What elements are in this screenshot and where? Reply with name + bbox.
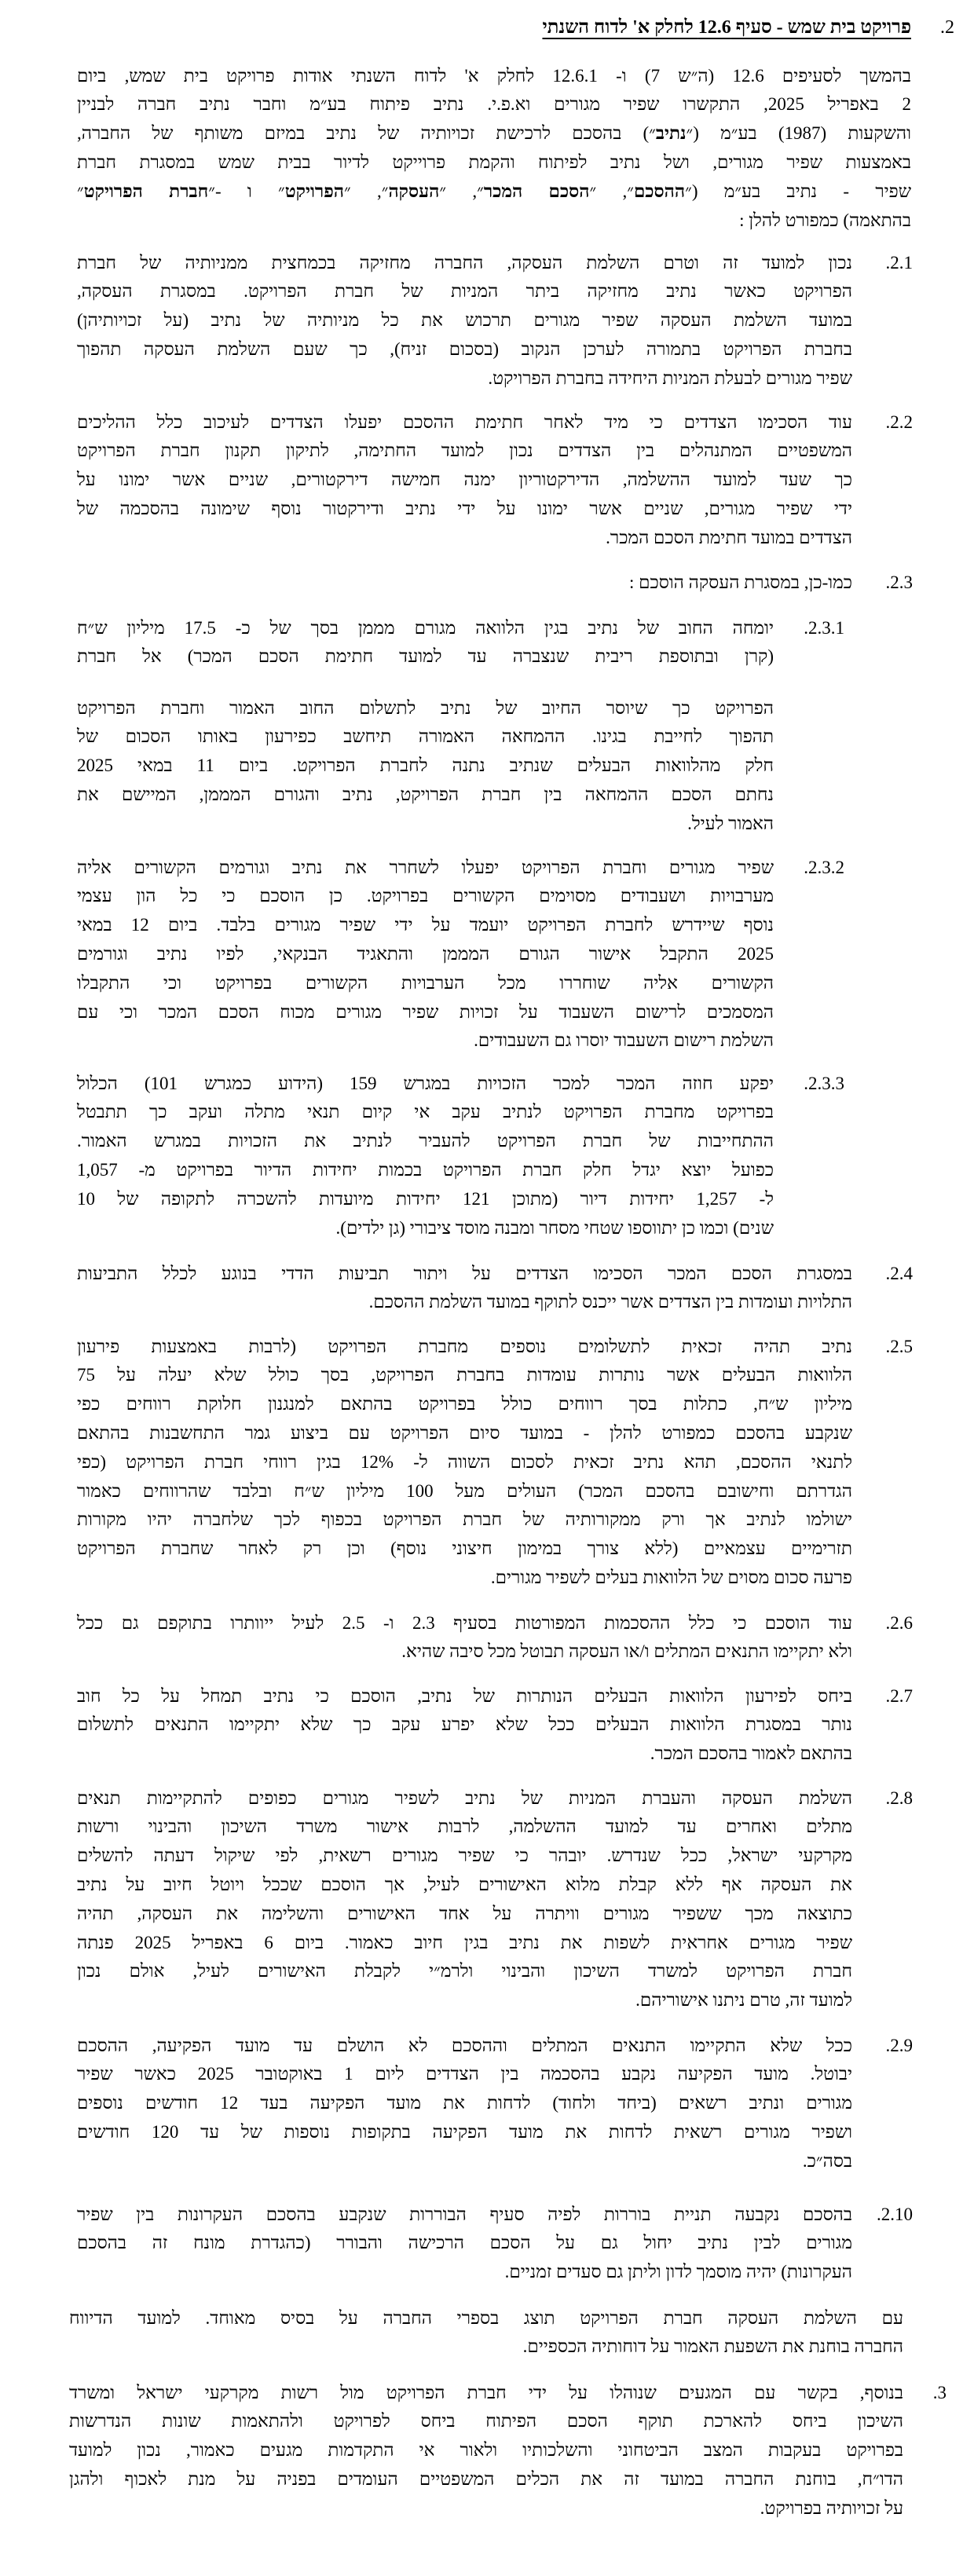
item-number: 2.10.	[877, 2204, 913, 2224]
text-line: ל- 1,257 יחידות דיור (מתוכן 121 יחידות מיועדות להשכרה לתקופה של 10	[77, 1188, 774, 1209]
text-line: ולא יתקיימו התנאים המתלים ו/או העסקה תבוטל מכל סיבה שהיא.	[401, 1641, 852, 1662]
text-line: עוד הוסכם כי כלל ההסכמות המפורטות בסעיף 2.3 ו- 2.5 לעיל ייוותרו בתוקפם גם ככל	[77, 1612, 852, 1633]
text-line: בהתאמה) כמפורט להלן :	[739, 210, 911, 230]
paragraph	[77, 408, 852, 553]
text-line: נוסף שיידרש לחברת הפרויקט יועמד על ידי שפיר מגורים בלבד. ביום 12 במאי	[77, 915, 774, 935]
text-line	[77, 119, 911, 148]
paragraph	[77, 614, 774, 672]
paragraph	[77, 249, 852, 393]
paragraph	[69, 2304, 903, 2362]
paragraph	[77, 1260, 852, 1318]
text-line: 2 באפריל 2025, התקשרו שפיר מגורים וא.פ.י. נתיב פיתוח בע״מ וחבר נתיב חברה לבניין	[77, 94, 912, 115]
item-number: 2.3.	[885, 572, 913, 592]
text-line: יומחה החוב של נתיב בגין הלוואה מגורם מממן בסך של כ- 17.5 מיליון ש״ח	[77, 617, 774, 638]
text-line: החברה בוחנת את השפעת האמור על דוחותיה הכספיים.	[522, 2336, 903, 2357]
text-line: ושפיר מגורים רשאית לדחות את מועד הפקיעה בתקופות נוספות של עד 120 חודשים	[77, 2121, 852, 2142]
text-line: ידי שפיר מגורים, שניים אשר ימונו על ידי נתיב ודירקטור נוסף שימונה בהסכמה של	[77, 498, 852, 518]
text-segment: והשקעות (1987) בע״מ (״	[686, 123, 911, 144]
defined-term: הפרויקט	[284, 181, 344, 201]
text-line: השיכון ביחס להארכת תוקף הסכם הפיתוח ביחס לפרויקט ולהתאמות שונות הנדרשות	[69, 2411, 903, 2431]
paragraph	[77, 1333, 852, 1593]
section-title: פרויקט בית שמש - סעיף 12.6 לחלק א' לדוח השנתי	[542, 17, 911, 38]
text-line: השלמת רישום השעבוד יוסרו גם השעבודים.	[474, 1030, 774, 1051]
text-line: שפיר מגורים אחראית לשפות את נתיב בגין חיוב כאמור. ביום 6 באפריל 2025 פנתה	[77, 1932, 852, 1952]
item-number: 2.9.	[885, 2035, 913, 2055]
text-line: מתלים ואחרים עד למועד ההשלמה, לרבות אישור משרד השיכון והבינוי ורשות	[77, 1817, 852, 1837]
paragraph	[77, 2032, 852, 2176]
text-line: מגורים לבין נתיב יחול גם על הסכם הרכישה והבורר (כהגדרת מונח זה בהסכם	[77, 2233, 852, 2253]
text-line: תזרימיים עצמאיים (ללא צורך במימון חיצוני נוסף) וכן רק לאחר שחברת הפרויקט	[77, 1539, 852, 1559]
defined-term: הסכם המכר	[483, 181, 590, 201]
text-segment: ״	[77, 181, 84, 201]
text-line: הפרויקט כאשר נתיב מחזיקה ביתר המניות של חברת הפרויקט. במסגרת העסקה,	[77, 281, 852, 302]
text-line: בחברת הפרויקט בתמורה לערכן הנקוב (בסכום זניח), כך שעם השלמת העסקה תהפוך	[77, 338, 852, 359]
text-line: עם השלמת העסקה חברת הפרויקט תוצג בספרי החברה על בסיס מאוחד. למועד הדיווח	[69, 2307, 903, 2328]
text-line: חלק מהלוואות הבעלים שנתיב נתנה לחברת הפרויקט. ביום 11 במאי 2025	[77, 756, 774, 776]
text-segment: ״ ו -״	[208, 181, 285, 201]
text-line: הפרויקט כך שיוסר החיוב של נתיב לתשלום החוב האמור וחברת הפרויקט	[77, 697, 774, 718]
text-line: שנקבע בהסכם כמפורט להלן - במועד סיום הפרויקט עם ביצוע גמר התחשבנות בהתאם	[77, 1422, 852, 1443]
text-line: בפרויקט מחברת הפרויקט לנתיב עקב אי קיום תנאי מתלה ועקב כך תתבטל	[77, 1102, 774, 1122]
item-number: 2.1.	[885, 252, 913, 273]
text-line: את העסקה אף ללא קבלת מלוא האישורים לעיל, אך הוסכם שככל ויוטל חיוב על נתיב	[77, 1874, 852, 1894]
item-number: 2.3.3.	[804, 1073, 844, 1093]
text-segment: שפיר - נתיב בע״מ (״	[685, 181, 912, 201]
text-line: בהסכם נקבעה תניית בוררות לפיה סעיף הבוררות שנקבע בהסכם העקרונות בין שפיר	[77, 2204, 852, 2224]
text-line: מיליון ש״ח, כתלות בסך רווחים כולל בפרויקט בהתאם למנגנון חלוקת רווחים כפי	[77, 1394, 852, 1414]
item-number: 2.2.	[885, 412, 913, 432]
text-line: באמצעות שפיר מגורים, ושל נתיב לפיתוח והקמת פרוייקט לדיור בבית שמש במסגרת חברת	[77, 152, 911, 172]
text-line: בנוסף, בקשר עם המגעים שנוהלו על ידי חברת הפרויקט מול רשות מקרקעי ישראל ומשרד	[69, 2382, 903, 2402]
text-line: המשפטיים המתנהלים בין הצדדים נכון למועד החתימה, לתיקון תקנון חברת הפרויקט	[77, 441, 852, 461]
text-line: בפרויקט בעקבות המצב הביטחוני והשלכותיו ולאור אי התקדמות מגעים כאמור, נכון למועד	[69, 2440, 903, 2461]
defined-term: ההסכם	[633, 181, 686, 201]
text-line: בסה״כ.	[802, 2150, 852, 2171]
text-line: לתנאי ההסכם, תהא נתיב זכאית לסכום השווה ל- 12% בגין רווחי חברת הפרויקט (כפי	[77, 1451, 852, 1472]
text-segment: ״) בהסכם לרכישת זכויותיה של נתיב במיזם משותף של החברה,	[77, 123, 656, 144]
text-line: ככל שלא התקיימו התנאים המתלים וההסכם לא הושלם עד מועד הפקיעה, ההסכם	[77, 2035, 852, 2055]
text-line: בהתאם לאמור בהסכם המכר.	[650, 1744, 852, 1764]
text-segment: ״, ״	[439, 181, 484, 201]
item-number: 2.4.	[885, 1263, 913, 1283]
paragraph	[77, 2201, 852, 2287]
text-line: נותר במסגרת הלוואות הבעלים ככל שלא יפרע עקב כך שלא יתקיימו התנאים לתשלום	[77, 1714, 852, 1735]
item-number: 2.7.	[885, 1685, 913, 1706]
paragraph	[77, 1070, 774, 1243]
text-line: כמו-כן, במסגרת העסקה הוסכם :	[628, 572, 852, 592]
paragraph	[77, 1682, 852, 1769]
text-line: כך שעד למועד ההשלמה, הדירקטוריון ימנה חמישה דירקטורים, שניים אשר ימונו על	[77, 470, 852, 490]
text-line: השלמת העסקה והעברת המניות של נתיב לשפיר מגורים כפופים להתקיימות תנאים	[77, 1787, 852, 1808]
item-number: 3.	[932, 2382, 947, 2402]
text-line: שפיר מגורים לבעלת המניות היחידה בחברת הפרויקט.	[488, 368, 852, 388]
text-line: נכון למועד זה וטרם השלמת העסקה, החברה מחזיקה בכמחצית ממניותיה של חברת	[77, 252, 852, 273]
item-number: 2.3.2.	[804, 857, 844, 877]
defined-term: נתיב	[655, 123, 687, 144]
paragraph	[77, 854, 774, 1056]
text-line: 2025 התקבל אישור הגורם המממן והתאגיד הבנקאי, לפיו נתיב וגורמים	[77, 943, 774, 964]
text-segment: ״, ״	[589, 181, 634, 201]
text-line: פרעה סכום מסוים של הלוואות בעלים לשפיר מגורים.	[490, 1567, 852, 1587]
text-line: במועד השלמת העסקה שפיר מגורים תרכוש את כל מניותיה של נתיב (על זכויותיהן)	[77, 310, 852, 331]
text-line: הגדרתם וחישובם בהסכם המכר) העולים מעל 100 מיליון ש״ח ובלבד שהרווחים כאמור	[77, 1480, 852, 1501]
text-line: הצדדים במועד חתימת הסכם המכר.	[606, 527, 852, 547]
text-line: נתיב תהיה זכאית לתשלומים נוספים מחברת הפרויקט (לרבות באמצעות פירעון	[77, 1336, 852, 1356]
text-segment: ״, ״	[343, 181, 389, 201]
item-number: 2.8.	[885, 1787, 913, 1808]
item-number: 2.5.	[885, 1336, 913, 1356]
text-line: מגורים ונתיב רשאים (ביחד ולחוד) לדחות את מועד הפקיעה בעד 12 חודשים נוספים	[77, 2093, 853, 2113]
paragraph	[77, 1784, 852, 2015]
paragraph	[77, 62, 911, 236]
item-number: 2.3.1.	[804, 617, 844, 638]
text-line: הקשורים אליה שוחררו מכל הערבויות הקשורים בפרויקט וכי התקבלו	[77, 972, 774, 993]
item-number: 2.6.	[885, 1612, 913, 1633]
text-line: בהמשך לסעיפים 12.6 (ה״ש 7) ו- 12.6.1 לחלק א' לדוח השנתי אודות פרויקט בית שמש, ביום	[77, 65, 911, 86]
text-line: מערבויות ושעבודים מסוימים הקשורים בפרויקט. כן הוסכם כי כל הון עצמי	[77, 886, 774, 906]
text-line: ההתחייבות של חברת הפרויקט להעביר לנתיב את הזכויות במגרש האמור.	[77, 1131, 774, 1151]
text-line: יפקע חוזה המכר למכר הזכויות במגרש 159 (הידוע כמגרש 101) הכלול	[77, 1073, 774, 1093]
paragraph	[77, 569, 852, 598]
text-line: חברת הפרויקט למשרד השיכון והבינוי ולרמ״י לקבלת האישורים לעיל, אולם נכון	[77, 1961, 852, 1981]
paragraph	[69, 2379, 903, 2523]
text-line: העקרונות) יהיה מוסמך לדון וליתן גם סעדים זמניים.	[504, 2262, 852, 2282]
text-line: האמור לעיל.	[687, 813, 774, 833]
paragraph	[77, 1609, 852, 1667]
text-line: יבוטל. מועד הפקיעה נקבע בהסכמה בין הצדדים ליום 1 באוקטובר 2025 כאשר שפיר	[77, 2064, 852, 2084]
text-line: נחתם הסכם ההמחאה בין חברת הפרויקט, נתיב והגורם המממן, המיישם את	[77, 784, 774, 804]
text-line: עוד הסכימו הצדדים כי מיד לאחר חתימת ההסכם יפעלו הצדדים לעיכוב כלל ההליכים	[77, 412, 852, 432]
text-line: שנים) וכמו כן יתווספו שטחי מסחר ומבנה מוסד ציבורי (גן ילדים).	[335, 1217, 774, 1238]
text-line: הדו״ח, בוחנת החברה במועד זה את הכלים המשפטיים העומדים בפניה על מנת לאכוף ולהגן	[69, 2468, 903, 2489]
text-line: התלויות ועומדות בין הצדדים אשר ייכנס לתוקף במועד השלמת ההסכם.	[368, 1292, 852, 1312]
text-line: במסגרת הסכם המכר הסכימו הצדדים על ויתור תביעות הדדי בנוגע לכלל התביעות	[77, 1263, 852, 1283]
text-line: תהפוך לחייבת בגינו. ההמחאה האמורה תיחשב כפירעון באותו הסכום של	[77, 726, 774, 747]
text-line: (קרן ובתוספת ריבית שנצברה עד למועד חתימת הסכם המכר) אל חברת	[77, 646, 774, 667]
text-line: כפועל יוצא יגדל חלק חברת הפרויקט בכמות יחידות הדיור בפרויקט מ- 1,057	[77, 1159, 774, 1180]
text-line: ישולמו לנתיב אך ורק ממקורותיה של חברת הפרויקט בכפוף לכך שלחברה יהיו מקורות	[77, 1509, 852, 1530]
text-line: ביחס לפירעון הלוואות הבעלים הנותרות של נתיב, הוסכם כי נתיב תמחל על כל חוב	[77, 1685, 852, 1706]
text-line: הלוואות הבעלים אשר נותרות עומדות בחברת הפרויקט, בסך כולל שלא יעלה על 75	[77, 1365, 852, 1385]
text-line: המסמכים לרישום השעבוד על זכויות שפיר מגורים מכוח הסכם המכר וכי עם	[77, 1001, 774, 1022]
section-number: 2.	[940, 17, 954, 38]
text-line: למועד זה, טרם ניתנו אישוריהם.	[635, 1990, 852, 2011]
text-line: שפיר מגורים וחברת הפרויקט יפעלו לשחרר את נתיב וגורמים הקשורים אליה	[77, 857, 774, 877]
text-line: על זכויותיה בפרויקט.	[760, 2497, 903, 2518]
text-line	[77, 177, 911, 207]
defined-term: העסקה	[388, 181, 440, 201]
defined-term: חברת הפרויקט	[83, 181, 209, 201]
paragraph	[77, 694, 774, 839]
text-line: כתוצאה מכך ששפיר מגורים וויתרה על אחד האישורים והשלימה את העסקה, תהיה	[77, 1903, 852, 1923]
text-line: מקרקעי ישראל, ככל שנדרש. יובהר כי שפיר מגורים רשאית, לפי שיקול דעתה להשלים	[77, 1846, 852, 1866]
